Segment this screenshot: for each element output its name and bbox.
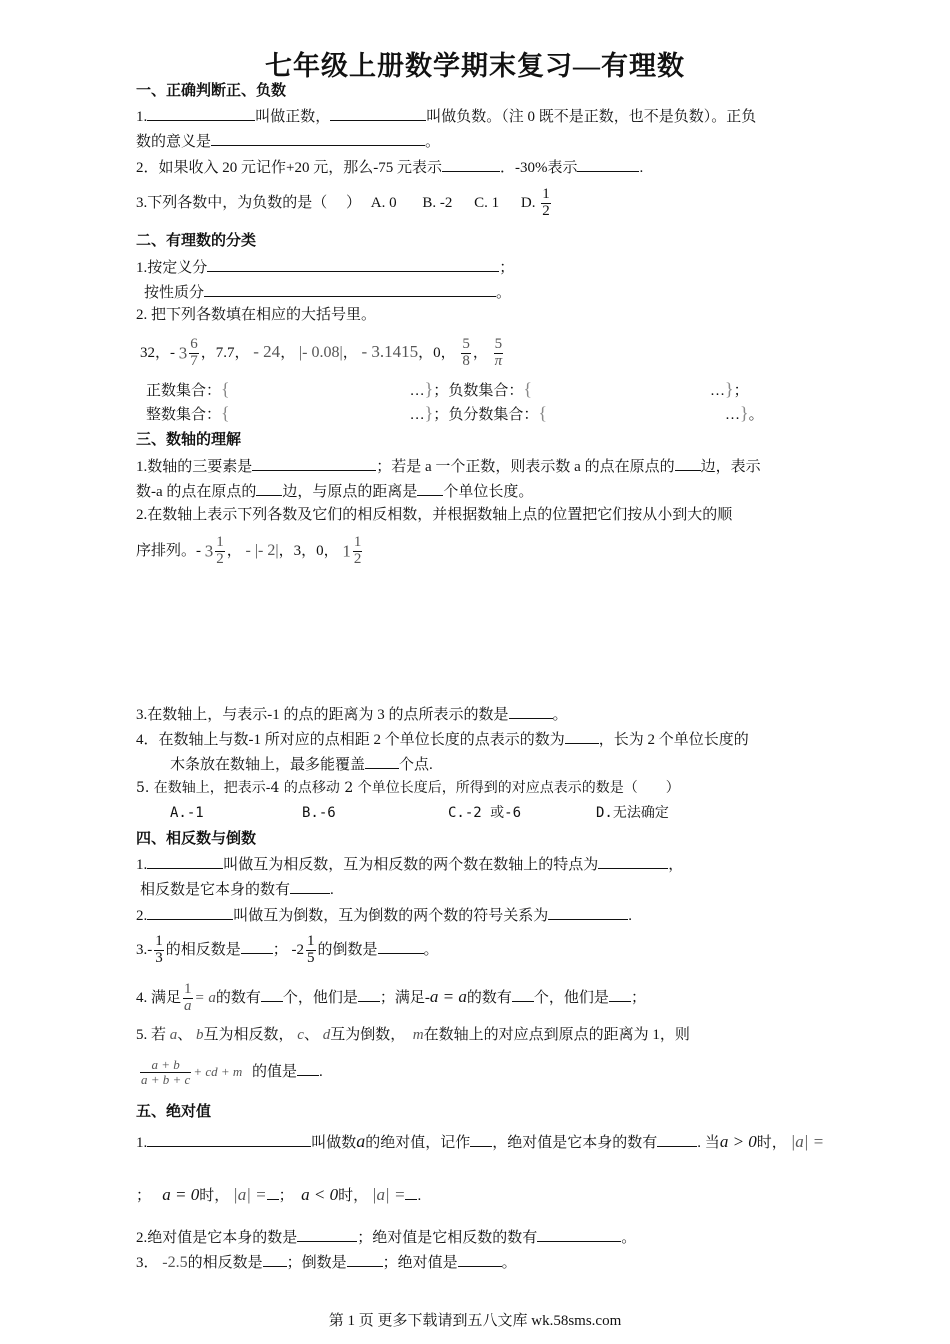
set-label: 负数集合： — [448, 383, 524, 399]
section-3-heading: 三、数轴的理解 — [136, 432, 242, 448]
text: 1.按定义分 — [136, 260, 208, 276]
text: 。 — [423, 942, 439, 958]
answer-blank[interactable] — [241, 938, 273, 954]
text: 个单位长度。 — [443, 484, 534, 500]
denominator: 7 — [190, 353, 198, 370]
text: … — [709, 383, 725, 399]
s1-q2 — [136, 156, 643, 178]
expression: |a| = — [790, 1132, 825, 1151]
numerator: 6 — [190, 336, 198, 353]
text: … — [409, 383, 425, 399]
answer-blank[interactable] — [365, 753, 399, 769]
answer-blank[interactable] — [297, 1226, 357, 1242]
text: 。 — [496, 285, 512, 301]
text: … — [409, 407, 425, 423]
s3-q3 — [136, 703, 568, 725]
text: ；绝对值是 — [382, 1255, 458, 1271]
answer-blank[interactable] — [297, 1060, 319, 1076]
text: . — [417, 1188, 422, 1204]
answer-blank[interactable] — [252, 455, 376, 471]
text: ；绝对值是它相反数的数有 — [357, 1230, 538, 1246]
option-d: D.无法确定 — [596, 805, 669, 821]
denominator: 8 — [462, 353, 470, 370]
answer-blank[interactable] — [512, 986, 534, 1002]
s2-q1-line2 — [144, 281, 511, 303]
s2-number-list — [140, 331, 505, 375]
text: 个，他们是 — [533, 990, 609, 1006]
equation: = a — [194, 990, 216, 1006]
s3-q4-line2 — [170, 753, 433, 775]
option-c: C. 1 — [474, 195, 500, 211]
answer-blank[interactable] — [207, 256, 499, 272]
text: ； — [433, 383, 449, 399]
text: . — [628, 908, 633, 924]
text: 边，与原点的距离是 — [282, 484, 418, 500]
brace: } — [424, 379, 434, 399]
section-4-heading: 四、相反数与倒数 — [136, 831, 257, 847]
text: 数-a 的点在原点的 — [136, 484, 257, 500]
variable: a — [169, 1027, 178, 1043]
mixed-whole: 3 — [204, 541, 214, 561]
fraction — [541, 187, 551, 220]
numerator: a + b — [151, 1057, 180, 1073]
text: 时， — [756, 1135, 787, 1151]
s4-q1-line2 — [140, 878, 334, 900]
s3-q5-options — [170, 803, 669, 823]
text: ； — [278, 1188, 294, 1204]
answer-blank[interactable] — [211, 130, 425, 146]
text: ， — [342, 345, 358, 361]
answer-blank[interactable] — [609, 986, 631, 1002]
variable: a — [356, 1131, 366, 1151]
numerator: 5 — [494, 336, 503, 353]
brace: } — [724, 379, 734, 399]
denominator: π — [494, 353, 503, 370]
option-a: A. 0 — [370, 195, 397, 211]
text: 4．在数轴上与数-1 所对应的点相距 2 个单位长度的点表示的数为 — [136, 732, 565, 748]
text: 4. 满足 — [136, 990, 182, 1006]
s5-q1-line1 — [136, 1131, 824, 1153]
text: 2. — [136, 908, 148, 924]
text: ； — [630, 990, 646, 1006]
text: 3.下列各数中，为负数的是（ ） — [136, 195, 362, 211]
fraction — [353, 535, 363, 568]
text: ； — [433, 407, 449, 423]
text: ；倒数是 — [286, 1255, 347, 1271]
page-title: 七年级上册数学期末复习—有理数 — [265, 51, 685, 81]
text: ， — [226, 543, 242, 559]
condition: a = 0 — [162, 1185, 200, 1204]
text: 的数有 — [215, 990, 261, 1006]
text: 32，- — [140, 345, 175, 361]
s5-q2 — [136, 1226, 636, 1248]
text: 木条放在数轴上，最多能覆盖 — [170, 757, 366, 773]
answer-blank[interactable] — [263, 1251, 287, 1267]
section-1-heading: 一、正确判断正、负数 — [136, 83, 287, 99]
text: 3.在数轴上，与表示-1 的点的距离为 3 的点所表示的数是 — [136, 707, 509, 723]
denominator: 2 — [353, 551, 362, 568]
answer-blank[interactable] — [330, 105, 426, 121]
denominator: 2 — [542, 203, 550, 220]
answer-blank[interactable] — [204, 281, 496, 297]
s2-set-row-1 — [146, 379, 749, 401]
text: 、 — [177, 1027, 193, 1043]
answer-blank[interactable] — [147, 904, 233, 920]
numerator: 1 — [307, 933, 315, 950]
text: 时， — [199, 1188, 230, 1204]
text: 的值是 — [252, 1064, 298, 1080]
denominator: 3 — [155, 950, 163, 967]
fraction — [461, 337, 471, 370]
fraction — [154, 934, 164, 967]
option-d: D. — [520, 195, 536, 211]
text: . — [319, 1064, 323, 1080]
text: 叫做互为相反数，互为相反数的两个数在数轴上的特点为 — [223, 857, 599, 873]
brace: } — [739, 403, 749, 423]
numerator: 1 — [216, 534, 224, 551]
text: 的相反数是 — [165, 942, 241, 958]
text: 。 — [552, 707, 568, 723]
text: ； — [499, 260, 515, 276]
s4-q4 — [136, 977, 646, 1018]
text: 个，他们是 — [282, 990, 358, 1006]
number: |- 0.08| — [298, 344, 343, 361]
text: 互为倒数， — [330, 1027, 398, 1043]
text: ； -2 — [272, 942, 305, 958]
fraction — [494, 337, 504, 370]
brace: { — [221, 403, 230, 423]
brace: { — [538, 403, 547, 423]
text: 边，表示 — [700, 459, 761, 475]
text: 时， — [338, 1188, 369, 1204]
brace: { — [221, 379, 230, 399]
text: 的数有 — [466, 990, 512, 1006]
s2-q2: 2. 把下列各数填在相应的大括号里。 — [136, 307, 377, 323]
answer-blank[interactable] — [509, 703, 553, 719]
text: 数的意义是 — [136, 134, 212, 150]
answer-blank[interactable] — [147, 853, 223, 869]
answer-blank[interactable] — [458, 1251, 502, 1267]
brace: { — [523, 379, 532, 399]
text: 1. — [136, 857, 148, 873]
denominator: a — [184, 998, 192, 1015]
answer-blank[interactable] — [548, 904, 628, 920]
text: 序排列。- — [136, 543, 201, 559]
answer-blank[interactable] — [577, 156, 639, 172]
text: ．-30%表示 — [499, 160, 578, 176]
answer-blank[interactable] — [256, 480, 282, 496]
text: ， — [472, 345, 488, 361]
denominator: 2 — [216, 551, 224, 568]
text: 。 — [621, 1230, 637, 1246]
denominator: a + b + c — [141, 1072, 191, 1088]
text: 5. 若 — [136, 1027, 167, 1043]
text: . — [639, 160, 644, 176]
variable: b — [196, 1027, 204, 1043]
numerator: 1 — [353, 534, 362, 551]
section-5-heading: 五、绝对值 — [136, 1104, 212, 1120]
text: 、 — [303, 1027, 319, 1043]
text: 叫做正数， — [255, 109, 331, 125]
s4-q3 — [136, 928, 439, 972]
numerator: 1 — [542, 186, 550, 203]
text: . 当 — [697, 1135, 720, 1151]
equation: a = a — [429, 987, 467, 1006]
answer-blank[interactable] — [470, 1131, 492, 1147]
s1-q3 — [136, 183, 553, 223]
s4-q5-line2 — [138, 1050, 323, 1094]
option-a: A.-1 — [170, 805, 204, 821]
text: ， — [668, 857, 684, 873]
set-label: 整数集合： — [146, 407, 222, 423]
option-c: C.-2 或-6 — [448, 805, 522, 821]
text: 1. — [136, 109, 148, 125]
s4-q2 — [136, 904, 632, 926]
text: ，7.7， — [200, 345, 250, 361]
text: ，长为 2 个单位长度的 — [598, 732, 749, 748]
answer-blank[interactable] — [442, 156, 500, 172]
text: 3.- — [136, 942, 153, 958]
section-2-heading: 二、有理数的分类 — [136, 233, 257, 249]
s3-q1-line2 — [136, 480, 533, 502]
numerator: 1 — [184, 981, 192, 998]
mixed-whole: 1 — [342, 541, 351, 561]
text: 1.数轴的三要素是 — [136, 459, 253, 475]
text: 的绝对值，记作 — [365, 1135, 471, 1151]
brace: } — [424, 403, 434, 423]
option-b: B. -2 — [422, 195, 453, 211]
s2-q1-line1 — [136, 256, 514, 278]
numerator: 5 — [462, 336, 470, 353]
fraction — [189, 337, 199, 370]
condition: a > 0 — [719, 1132, 757, 1151]
denominator: 5 — [307, 950, 315, 967]
text: ；满足- — [379, 990, 430, 1006]
fraction — [306, 934, 316, 967]
answer-blank[interactable] — [565, 728, 599, 744]
expression: |a| = — [371, 1185, 406, 1204]
set-label: 负分数集合： — [448, 407, 539, 423]
text: ， — [280, 345, 296, 361]
text: 相反数是它本身的数有 — [140, 882, 291, 898]
number: - 24 — [253, 342, 281, 361]
s4-q5-line1 — [136, 1025, 690, 1045]
s2-set-row-2 — [146, 403, 764, 425]
answer-blank[interactable] — [405, 1184, 417, 1200]
text: 叫做负数。（注 0 既不是正数，也不是负数）。正负 — [426, 109, 757, 125]
expression: |a| = — [233, 1185, 267, 1204]
text: 的相反数是 — [187, 1255, 263, 1271]
s3-q2-line2 — [136, 531, 364, 572]
number: -2.5 — [162, 1254, 188, 1271]
answer-blank[interactable] — [261, 986, 283, 1002]
fraction — [140, 1058, 191, 1086]
answer-blank[interactable] — [358, 986, 380, 1002]
text: 个点. — [399, 757, 433, 773]
text: 。 — [425, 134, 441, 150]
answer-blank[interactable] — [537, 1226, 621, 1242]
s5-q1-line2 — [136, 1184, 421, 1206]
s4-q1-line1 — [136, 853, 683, 875]
s3-q2-line1: 2.在数轴上表示下列各数及它们的相反相数，并根据数轴上点的位置把它们按从小到大的顺 — [136, 507, 733, 523]
set-label: 正数集合： — [146, 383, 222, 399]
mixed-whole: 3 — [178, 343, 188, 363]
fraction — [183, 982, 193, 1015]
variable: m — [412, 1027, 424, 1043]
answer-blank[interactable] — [378, 938, 424, 954]
text: … — [724, 407, 740, 423]
s1-q1-line1 — [136, 105, 756, 127]
s5-q3 — [136, 1251, 517, 1273]
text: 2．如果收入 20 元记作+20 元，那么-75 元表示 — [136, 160, 442, 176]
answer-blank[interactable] — [657, 1131, 697, 1147]
variable: c — [297, 1027, 304, 1043]
text: ，3，0， — [278, 543, 339, 559]
text: 在数轴上的对应点到原点的距离为 1，则 — [423, 1027, 690, 1043]
answer-blank[interactable] — [147, 105, 255, 121]
s1-q1-line2 — [136, 130, 440, 152]
answer-blank[interactable] — [290, 878, 330, 894]
answer-blank[interactable] — [675, 455, 701, 471]
numerator: 1 — [155, 933, 163, 950]
text: ；若是 a 一个正数，则表示数 a 的点在原点的 — [376, 459, 675, 475]
text: ； — [136, 1188, 152, 1204]
answer-blank[interactable] — [267, 1184, 279, 1200]
answer-blank[interactable] — [598, 853, 668, 869]
text: 叫做互为倒数，互为倒数的两个数的符号关系为 — [233, 908, 549, 924]
text: 2.绝对值是它本身的数是 — [136, 1230, 298, 1246]
number: - |- 2| — [245, 542, 279, 559]
answer-blank[interactable] — [347, 1251, 383, 1267]
text: 的倒数是 — [317, 942, 378, 958]
fraction — [215, 535, 225, 568]
variable: d — [322, 1027, 331, 1043]
s3-q5: 5. 在数轴上，把表示-4 的点移动 2 个单位长度后，所得到的对应点表示的数是（ ） — [136, 780, 680, 796]
expression: + cd + m — [193, 1064, 243, 1079]
text: 3． — [136, 1255, 159, 1271]
page-footer: 第 1 页 更多下载请到五八文库 wk.58sms.com — [328, 1313, 622, 1329]
text: 按性质分 — [144, 285, 205, 301]
text: ，0， — [418, 345, 456, 361]
text: 叫做数 — [311, 1135, 357, 1151]
answer-blank[interactable] — [417, 480, 443, 496]
s3-q1-line1 — [136, 455, 761, 477]
text: 。 — [748, 407, 764, 423]
text: ； — [733, 383, 749, 399]
text: 1. — [136, 1135, 148, 1151]
text: 。 — [501, 1255, 517, 1271]
option-b: B.-6 — [302, 805, 336, 821]
number: - 3.1415 — [361, 342, 419, 361]
s3-q4-line1 — [136, 728, 749, 750]
answer-blank[interactable] — [147, 1131, 311, 1147]
text: ，绝对值是它本身的数有 — [492, 1135, 658, 1151]
text: . — [330, 882, 334, 898]
text: 互为相反数， — [203, 1027, 294, 1043]
condition: a < 0 — [301, 1185, 339, 1204]
